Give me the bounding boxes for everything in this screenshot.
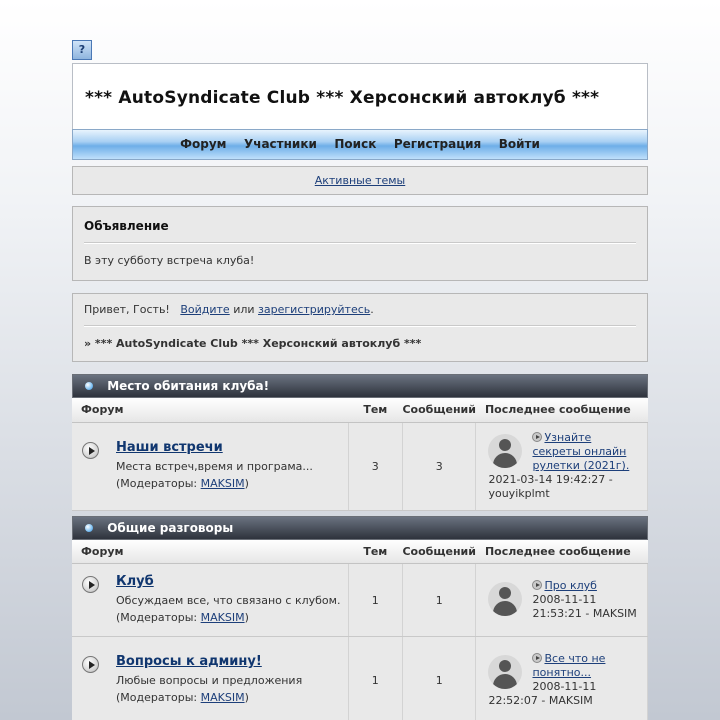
- moderators-label: (Модераторы:: [116, 691, 198, 704]
- divider: [84, 325, 636, 327]
- last-post-meta: 2008-11-11 22:52:07 - MAKSIM: [488, 680, 597, 707]
- breadcrumb[interactable]: » *** AutoSyndicate Club *** Херсонский автоклуб ***: [84, 337, 422, 350]
- active-topics-bar: [72, 166, 648, 195]
- table-header-row: [72, 398, 648, 422]
- category-header: [72, 516, 648, 540]
- last-post-meta: 2021-03-14 19:42:27 - youyikplmt: [488, 473, 613, 500]
- forum-title-link[interactable]: Вопросы к админу!: [116, 654, 262, 669]
- forum-status-icon: [82, 656, 99, 673]
- col-forum: Форум: [72, 540, 348, 564]
- announcement-text: В эту субботу встреча клуба!: [84, 254, 255, 267]
- greeting-prefix: Привет, Гость!: [84, 303, 170, 316]
- moderators-label: (Модераторы:: [116, 611, 198, 624]
- col-posts: Сообщений: [402, 540, 476, 564]
- table-row: [72, 637, 648, 720]
- go-to-post-icon[interactable]: [532, 653, 542, 663]
- forum-description: Любые вопросы и предложения: [116, 674, 303, 687]
- close-paren: ): [244, 691, 249, 704]
- nav-members[interactable]: Участники: [243, 137, 317, 151]
- greeting-dot: .: [370, 303, 374, 316]
- last-post-cell: [476, 422, 648, 510]
- category-title[interactable]: Место обитания клуба!: [107, 379, 270, 393]
- moderator-link[interactable]: MAKSIM: [200, 477, 245, 490]
- close-paren: ): [244, 477, 249, 490]
- forum-status-icon: [82, 442, 99, 459]
- table-row: [72, 422, 648, 510]
- go-to-post-icon[interactable]: [532, 580, 542, 590]
- category-block: [72, 516, 648, 720]
- category-list: [72, 374, 648, 720]
- col-forum: Форум: [72, 398, 348, 422]
- forum-title-link[interactable]: Клуб: [116, 574, 154, 589]
- last-post-link[interactable]: Все что не понятно...: [532, 652, 606, 679]
- greeting-box: [72, 293, 648, 362]
- category-bullet-icon: [85, 382, 93, 390]
- col-last: Последнее сообщение: [476, 398, 648, 422]
- forum-table: [72, 398, 648, 511]
- forum-moderators: [116, 475, 313, 492]
- user-avatar-icon: [488, 655, 522, 689]
- forum-description: Обсуждаем все, что связано с клубом.: [116, 594, 341, 607]
- forum-description: Места встреч,время и програма...: [116, 460, 313, 473]
- forum-table: [72, 540, 648, 720]
- topics-count: 3: [348, 422, 402, 510]
- category-title[interactable]: Общие разговоры: [107, 520, 234, 535]
- forum-status-icon: [82, 576, 99, 593]
- col-topics: Тем: [348, 540, 402, 564]
- col-topics: Тем: [348, 398, 402, 422]
- moderator-link[interactable]: MAKSIM: [200, 611, 245, 624]
- forum-cell: [72, 564, 348, 637]
- forum-moderators: [116, 689, 302, 706]
- site-header: [72, 63, 648, 129]
- category-bullet-icon: [85, 524, 93, 532]
- posts-count: 1: [402, 564, 476, 637]
- login-link[interactable]: Войдите: [180, 303, 230, 316]
- forum-cell: [72, 637, 348, 720]
- category-block: [72, 374, 648, 511]
- forum-title-link[interactable]: Наши встречи: [116, 440, 223, 455]
- nav-search[interactable]: Поиск: [334, 137, 377, 151]
- col-last: Последнее сообщение: [476, 540, 648, 564]
- last-post-cell: [476, 564, 648, 637]
- last-post-link[interactable]: Узнайте секреты онлайн рулетки (2021г).: [532, 431, 630, 472]
- last-post-meta: 2008-11-11 21:53:21 - MAKSIM: [532, 593, 637, 620]
- table-row: [72, 564, 648, 637]
- announcement-box: [72, 206, 648, 281]
- topics-count: 1: [348, 564, 402, 637]
- nav-register[interactable]: Регистрация: [393, 137, 482, 151]
- posts-count: 3: [402, 422, 476, 510]
- divider: [84, 242, 636, 244]
- help-icon[interactable]: ?: [72, 40, 92, 60]
- topics-count: 1: [348, 637, 402, 720]
- forum-container: [72, 63, 648, 720]
- forum-moderators: [116, 609, 340, 626]
- table-header-row: [72, 540, 648, 564]
- active-topics-link[interactable]: Активные темы: [314, 174, 406, 187]
- announcement-title: Объявление: [84, 219, 169, 233]
- nav-login[interactable]: Войти: [498, 137, 540, 151]
- go-to-post-icon[interactable]: [532, 432, 542, 442]
- nav-forum[interactable]: Форум: [180, 137, 227, 151]
- site-title: *** AutoSyndicate Club *** Херсонский автоклуб ***: [85, 88, 600, 108]
- category-header: [72, 374, 648, 398]
- register-link[interactable]: зарегистрируйтесь: [258, 303, 371, 316]
- user-avatar-icon: [488, 582, 522, 616]
- greeting-or: или: [233, 303, 255, 316]
- user-avatar-icon: [488, 434, 522, 468]
- greeting-line: [84, 303, 636, 316]
- col-posts: Сообщений: [402, 398, 476, 422]
- main-nav: [72, 129, 648, 160]
- forum-cell: [72, 422, 348, 510]
- last-post-cell: [476, 637, 648, 720]
- close-paren: ): [244, 611, 249, 624]
- posts-count: 1: [402, 637, 476, 720]
- last-post-link[interactable]: Про клуб: [544, 579, 597, 592]
- moderator-link[interactable]: MAKSIM: [200, 691, 245, 704]
- moderators-label: (Модераторы:: [116, 477, 198, 490]
